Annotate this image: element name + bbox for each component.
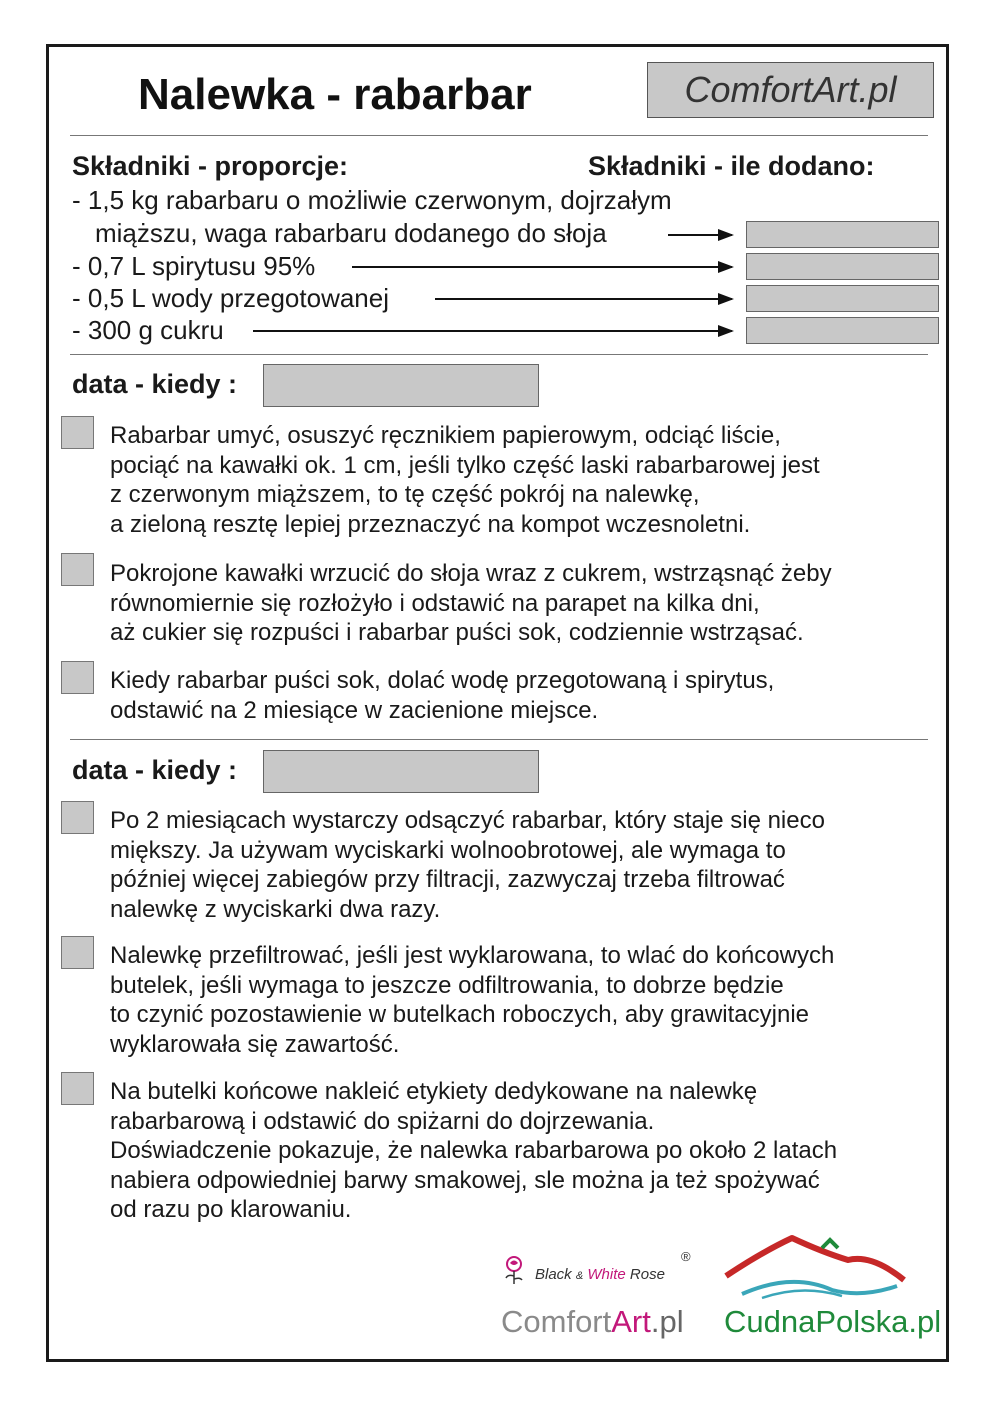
ingredient-line: miąższu, waga rabarbaru dodanego do słoja (95, 218, 607, 248)
ingredient-line: - 300 g cukru (72, 315, 224, 345)
step-text: Na butelki końcowe nakleić etykiety dedykowane na nalewkę rabarbarową i odstawić do spiżarni do dojrzewania. Doświadczenie pokazuje, że nalewka rabarbarowa po około 2 latach nabiera odpowiedniej barwy smakowej, sle można ja też spożywać od razu po klarowaniu. (110, 1078, 838, 1223)
step-checkbox[interactable] (61, 416, 94, 449)
date-field-1[interactable] (263, 364, 539, 407)
comfortart-logo: ComfortArt.pl (501, 1304, 684, 1339)
black-white-rose-logo: Black & White Rose (535, 1266, 665, 1283)
step-checkbox[interactable] (61, 553, 94, 586)
arrow-icon (435, 298, 732, 300)
rhubarb-amount-field[interactable] (746, 221, 939, 248)
date-label: data - kiedy : (72, 369, 238, 399)
divider (70, 135, 928, 136)
step-checkbox[interactable] (61, 661, 94, 694)
divider (70, 739, 928, 740)
ingredient-line: - 0,5 L wody przegotowanej (72, 283, 390, 313)
arrow-icon (352, 266, 732, 268)
step-checkbox[interactable] (61, 1072, 94, 1105)
step-text: Nalewkę przefiltrować, jeśli jest wyklarowana, to wlać do końcowych butelek, jeśli wymaga to jeszcze odfiltrowania, to dobrze będzie to czynić pozostawienie w butelkach roboczych, aby grawitacyjnie wyklarowała się zawartość. (110, 942, 835, 1058)
spirit-amount-field[interactable] (746, 253, 939, 280)
ingredient-line: - 0,7 L spirytusu 95% (72, 251, 316, 281)
page-title: Nalewka - rabarbar (138, 70, 532, 119)
step-text: Po 2 miesiącach wystarczy odsączyć rabarbar, który staje się nieco miększy. Ja używam wyciskarki wolnoobrotowej, ale wymaga to później więcej zabiegów przy filtracji, zazwyczaj trzeba filtrować nalewkę z wyciskarki dwa razy. (110, 807, 825, 923)
added-heading: Składniki - ile dodano: (588, 151, 875, 181)
step-text: Rabarbar umyć, osuszyć ręcznikiem papierowym, odciąć liście, pociąć na kawałki ok. 1 cm, jeśli tylko część laski rabarbarowej jest z czerwonym miąższem, to tę część pokrój na nalewkę, a zieloną resztę lepiej przeznaczyć na kompot wczesnoletni. (110, 422, 820, 538)
brand-logo-box: ComfortArt.pl (647, 62, 934, 118)
ingredient-line: - 1,5 kg rabarbaru o możliwie czerwonym, dojrzałym (72, 185, 672, 215)
date-field-2[interactable] (263, 750, 539, 793)
mountains-logo-icon (722, 1232, 912, 1302)
rose-icon (500, 1254, 530, 1286)
arrow-icon (668, 234, 732, 236)
water-amount-field[interactable] (746, 285, 939, 312)
date-label: data - kiedy : (72, 755, 238, 785)
step-checkbox[interactable] (61, 801, 94, 834)
step-checkbox[interactable] (61, 936, 94, 969)
step-text: Pokrojone kawałki wrzucić do słoja wraz z cukrem, wstrząsnąć żeby równomiernie się rozłożyło i odstawić na parapet na kilka dni, aż cukier się rozpuści i rabarbar puści sok, codziennie wstrząsać. (110, 560, 832, 646)
ingredients-heading: Składniki - proporcje: (72, 151, 349, 181)
step-text: Kiedy rabarbar puści sok, dolać wodę przegotowaną i spirytus, odstawić na 2 miesiące w zacienione miejsce. (110, 667, 775, 724)
arrow-icon (253, 330, 732, 332)
cudnapolska-logo: CudnaPolska.pl (724, 1304, 942, 1339)
sugar-amount-field[interactable] (746, 317, 939, 344)
registered-mark: ® (681, 1249, 691, 1264)
divider (70, 354, 928, 355)
